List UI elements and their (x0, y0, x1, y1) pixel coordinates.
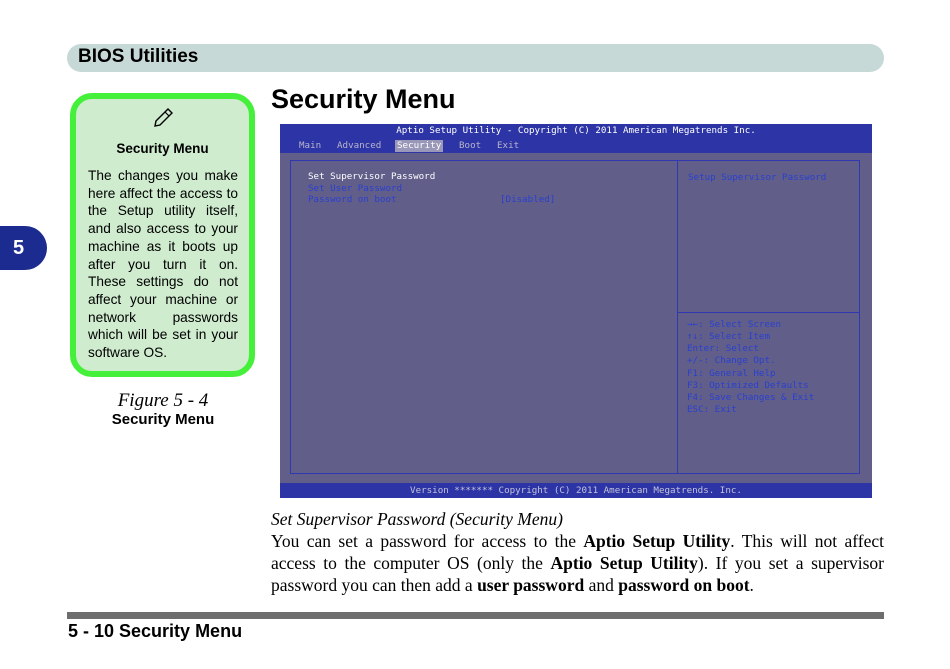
page-title: Security Menu (271, 84, 456, 114)
bios-screenshot (280, 124, 872, 498)
key-hint: +/-: Change Opt. (687, 355, 776, 366)
bios-tab-main[interactable]: Main (299, 140, 322, 151)
key-hint: →←: Select Screen (687, 319, 782, 330)
section-title: BIOS Utilities (78, 46, 199, 67)
key-hint: ESC: Exit (687, 404, 737, 415)
figure-caption: Security Menu (111, 411, 215, 428)
bios-divider (678, 312, 859, 313)
key-hint: F1: General Help (687, 368, 776, 379)
paragraph-text: and (584, 575, 619, 595)
key-hint: F3: Optimized Defaults (687, 380, 809, 391)
password-on-boot-item[interactable]: Password on boot (308, 194, 397, 205)
pencil-icon (76, 107, 249, 135)
bios-divider (677, 161, 678, 473)
bios-title: Aptio Setup Utility - Copyright (C) 2011 American Megatrends Inc. (396, 125, 756, 136)
paragraph-text: You can set a password for access to the (271, 531, 584, 551)
key-hint: F4: Save Changes & Exit (687, 392, 815, 403)
note-heading: Security Menu (116, 141, 209, 156)
set-supervisor-password-item[interactable]: Set Supervisor Password (308, 171, 436, 182)
bold-term: Aptio Setup Utility (550, 553, 698, 573)
bios-tab-boot[interactable]: Boot (459, 140, 482, 151)
bios-panel (290, 160, 860, 474)
bios-tab-security[interactable]: Security (397, 140, 442, 151)
bios-help-title: Setup Supervisor Password (688, 172, 827, 183)
bold-term: user password (477, 575, 585, 595)
bios-footer-bar (280, 483, 872, 498)
bios-tab-bar (280, 139, 872, 153)
paragraph-text: . (749, 575, 754, 595)
bios-tab-exit[interactable]: Exit (497, 140, 520, 151)
note-text: The changes you make here affect the access to the Setup utility itself, and also access to your machine as it boots up after you turn it on. These settings do not affect your machine or network passwords which will be set in your software OS. (88, 168, 238, 361)
key-hint: Enter: Select (687, 343, 759, 354)
note-box (70, 93, 255, 377)
bios-title-bar (280, 124, 872, 139)
paragraph-text: . This will not affect access to the computer OS (only the (271, 531, 885, 573)
bios-version: Version ******* Copyright (C) 2011 American Megatrends. Inc. (410, 485, 742, 496)
bios-tab-advanced[interactable]: Advanced (337, 140, 382, 151)
bold-term: password on boot (618, 575, 750, 595)
footer-rule (67, 612, 884, 619)
figure-number: Figure 5 - 4 (117, 390, 209, 411)
paragraph-body (271, 530, 884, 596)
set-user-password-item[interactable]: Set User Password (308, 183, 403, 194)
chapter-tab: 5 (0, 226, 47, 270)
bold-term: Aptio Setup Utility (583, 531, 731, 551)
password-on-boot-value[interactable]: [Disabled] (500, 194, 556, 205)
page-footer: 5 - 10 Security Menu (68, 621, 243, 641)
key-hint: ↑↓: Select Item (687, 331, 770, 342)
paragraph-title: Set Supervisor Password (Security Menu) (271, 509, 563, 529)
paragraph-text: ). If you set a supervisor password you can then add a (271, 553, 884, 595)
